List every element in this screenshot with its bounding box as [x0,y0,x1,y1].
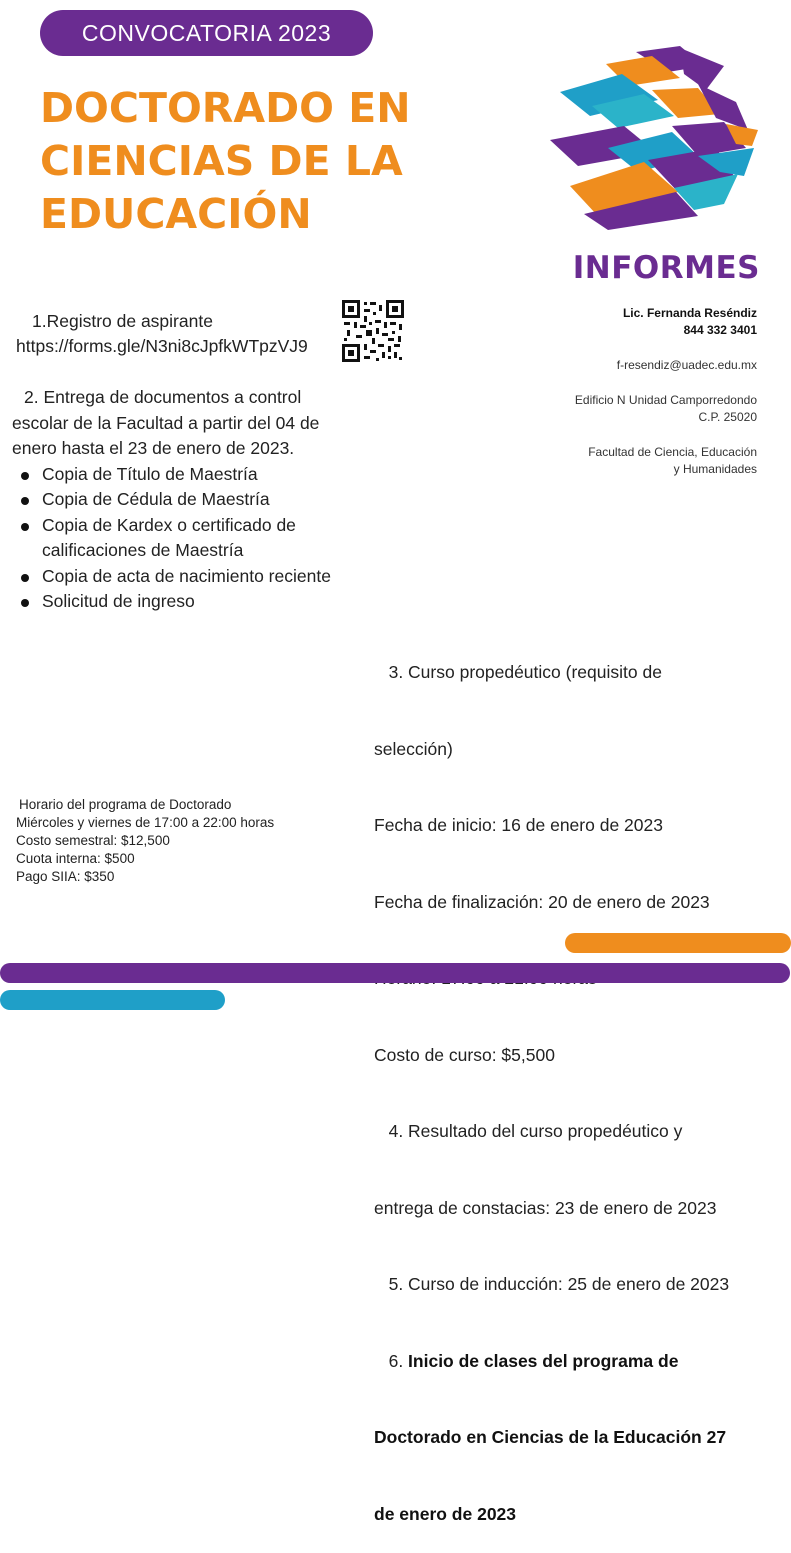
steps-right-block [374,609,786,1553]
step4-line-cont: entrega de constacias: 23 de enero de 2023 [374,1197,717,1218]
step6-bold-3: de enero de 2023 [374,1503,517,1524]
teal-bar [0,990,225,1010]
contact-faculty-line-1: Facultad de Ciencia, Educación [588,445,757,459]
step6-line-1 [374,1349,786,1375]
step3-cost: Costo de curso: $5,500 [374,1044,555,1065]
step1-label: 1.Registro de aspirante [32,311,213,331]
contact-address-line-2: C.P. 25020 [698,410,757,424]
step1-url[interactable]: https://forms.gle/N3ni8cJpfkWTpzVJ9 [16,336,308,356]
step6-prefix: 6. [374,1350,409,1371]
documents-list [12,462,357,615]
title-line-1: DOCTORADO EN [40,84,411,132]
step2-block [12,385,357,615]
lion-logo-icon [548,44,760,230]
program-internal-fee: Cuota interna: $500 [16,851,135,866]
step6-bold-2: Doctorado en Ciencias de la Educación 27 [374,1427,727,1447]
step5-line: 5. Curso de inducción: 25 de enero de 2023 [374,1274,730,1294]
step3-line-cont: selección) [374,738,453,759]
step4-line: 4. Resultado del curso propedéutico y [374,1121,683,1141]
program-schedule-title: Horario del programa de Doctorado [19,797,232,812]
contact-name: Lic. Fernanda Reséndiz [622,306,757,320]
step3-start-date: Fecha de inicio: 16 de enero de 2023 [374,815,663,835]
step2-line-2: escolar de la Facultad a partir del 04 de [12,412,320,433]
list-item: Copia de Cédula de Maestría [12,487,357,513]
program-semester-cost: Costo semestral: $12,500 [16,833,170,848]
contact-address-line-1: Edificio N Unidad Camporredondo [574,393,757,407]
step6-bold-1: Inicio de clases del programa de [408,1350,679,1371]
step2-line-3: enero hasta el 23 de enero de 2023. [12,438,295,458]
step3-end-date: Fecha de finalización: 20 de enero de 2023 [374,891,710,912]
page-title [40,82,540,241]
title-line-2: CIENCIAS DE LA [40,137,403,185]
orange-bar [565,933,791,953]
contact-email: f-resendiz@uadec.edu.mx [616,358,757,372]
contact-phone: 844 332 3401 [683,323,757,337]
program-info [16,796,274,886]
step3-line: 3. Curso propedéutico (requisito de [374,662,662,682]
program-siia-payment: Pago SIIA: $350 [16,869,115,884]
informes-heading: INFORMES [572,250,760,286]
step2-line-1: 2. Entrega de documentos a control [24,387,302,407]
program-days: Miércoles y viernes de 17:00 a 22:00 horas [16,815,275,830]
purple-bar [0,963,790,983]
list-item: Solicitud de ingreso [12,589,357,615]
list-item: Copia de acta de nacimiento reciente [12,564,357,590]
qr-code-icon[interactable] [342,300,404,362]
title-line-3: EDUCACIÓN [40,190,312,238]
list-item: Copia de Kardex o certificado de calificaciones de Maestría [12,513,357,564]
convocatoria-badge: CONVOCATORIA 2023 [40,10,373,56]
contact-faculty-line-2: y Humanidades [673,462,757,476]
list-item: Copia de Título de Maestría [12,462,357,488]
